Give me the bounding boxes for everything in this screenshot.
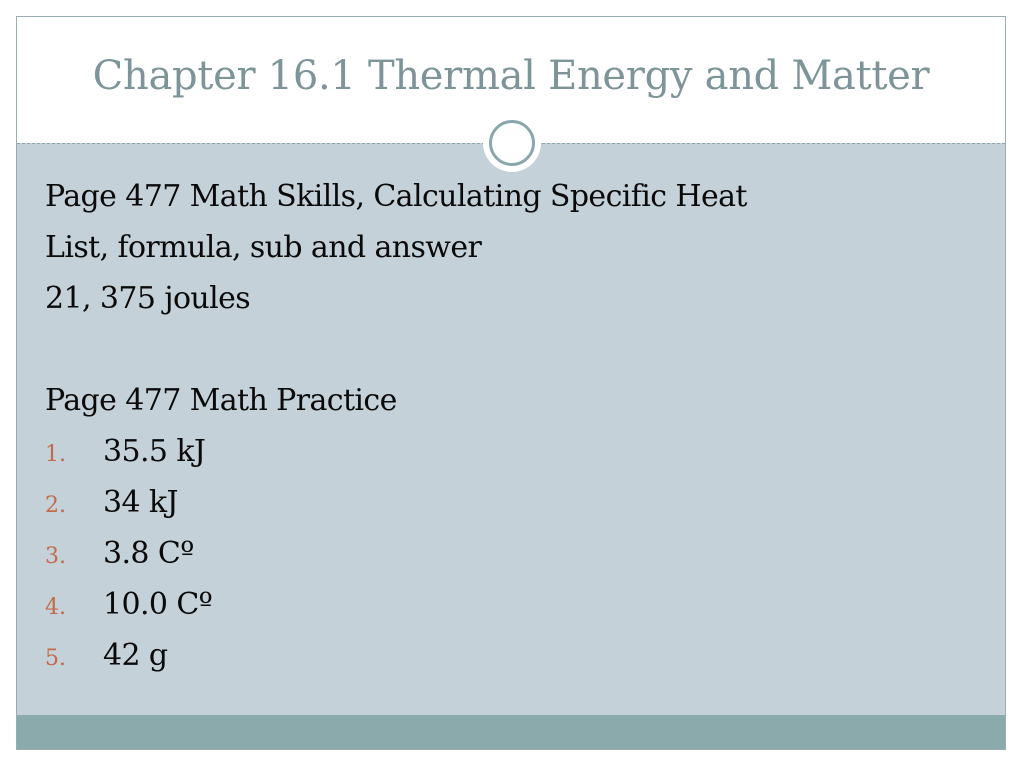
answer-item <box>45 634 985 685</box>
answer-number: 3. <box>45 544 66 569</box>
slide-title: Chapter 16.1 Thermal Energy and Matter <box>92 53 930 99</box>
body-line: Page 477 Math Skills, Calculating Specific Heat <box>45 179 747 214</box>
slide-body <box>45 175 985 685</box>
answer-number: 4. <box>45 595 66 620</box>
divider-ring <box>489 120 535 166</box>
answer-text: 3.8 Cº <box>103 536 194 571</box>
footer-bar <box>17 715 1005 749</box>
answer-text: 42 g <box>103 638 168 673</box>
body-line: List, formula, sub and answer <box>45 230 482 265</box>
answer-text: 10.0 Cº <box>103 587 213 622</box>
practice-heading: Page 477 Math Practice <box>45 383 397 418</box>
answer-item <box>45 532 985 583</box>
answer-text: 34 kJ <box>103 485 178 520</box>
answer-text: 35.5 kJ <box>103 434 206 469</box>
answer-number: 1. <box>45 442 66 467</box>
blank-line <box>45 328 985 379</box>
answer-item <box>45 481 985 532</box>
slide <box>16 16 1006 750</box>
answer-number: 5. <box>45 646 66 671</box>
body-line: 21, 375 joules <box>45 281 251 316</box>
answer-number: 2. <box>45 493 66 518</box>
divider-circle-ornament <box>483 114 541 172</box>
answer-item <box>45 583 985 634</box>
answer-item <box>45 430 985 481</box>
